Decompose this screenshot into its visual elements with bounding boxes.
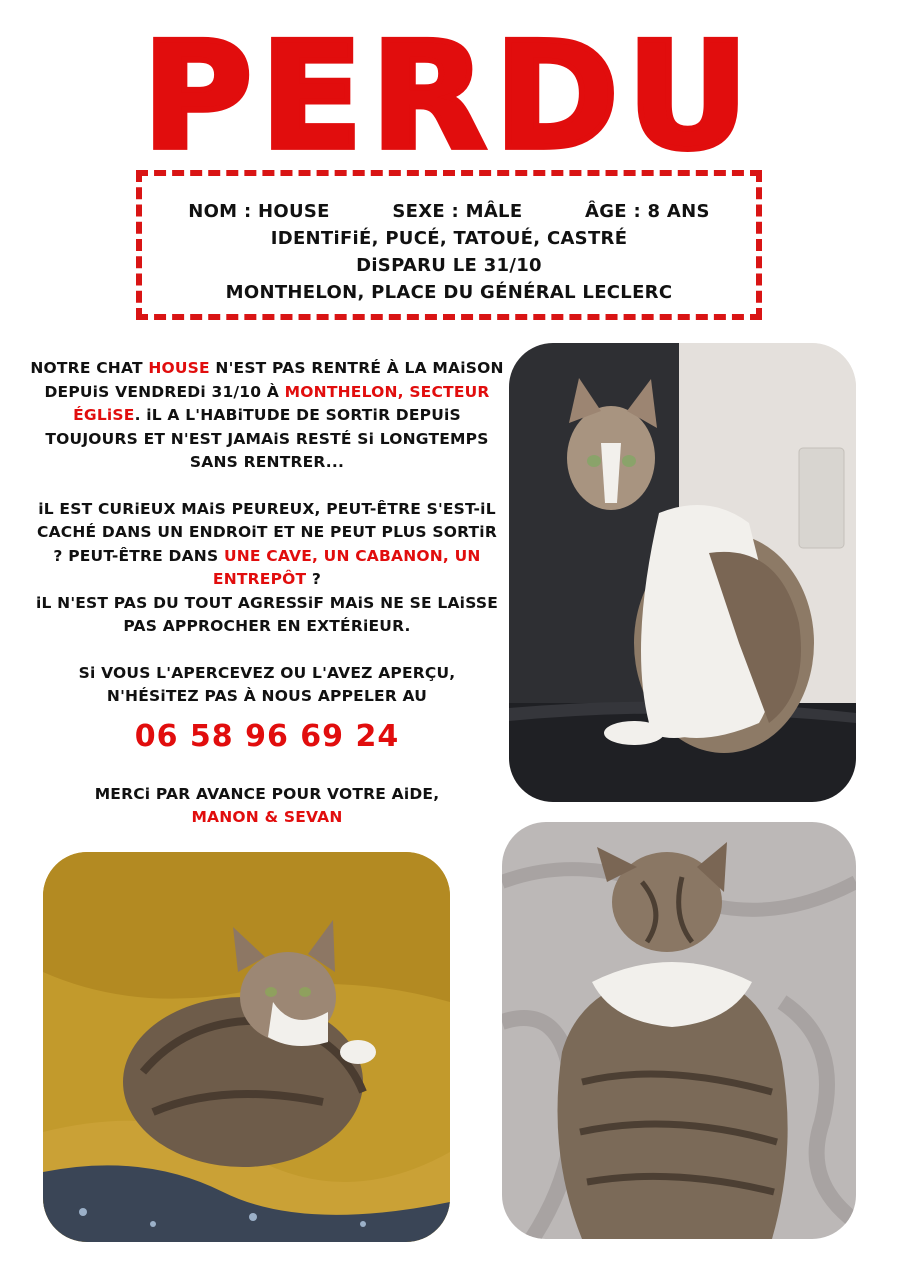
cat-age: ÂGE : 8 ANS — [585, 201, 710, 222]
disappearance-date: DiSPARU LE 31/10 — [356, 255, 542, 276]
cat-photo-sitting — [509, 343, 856, 802]
location-highlight: MONTHELON, SECTEUR ÉGLiSE — [73, 382, 490, 424]
cat-photo-curled — [43, 852, 450, 1242]
story-text — [30, 357, 504, 830]
cat-name: NOM : HOUSE — [188, 201, 330, 222]
story-paragraph-3: Si VOUS L'APERCEVEZ OU L'AVEZ APERÇU, N'HÉSiTEZ PAS À NOUS APPELER AU — [78, 663, 456, 705]
thanks-text: MERCi PAR AVANCE POUR VOTRE AiDE, — [94, 784, 440, 803]
phone-number[interactable]: 06 58 96 69 24 — [134, 718, 400, 754]
info-box — [136, 170, 762, 320]
story-paragraph-1: NOTRE CHAT HOUSE N'EST PAS RENTRÉ À LA MAiSON DEPUiS VENDREDi 31/10 À MONTHELON, SECTEUR ÉGLiSE. iL A L'HABiTUDE DE SORTiR DEPUiS TOUJOURS ET N'EST JAMAiS RESTÉ Si LONGTEMPS SANS RENTRER... — [30, 359, 504, 471]
disappearance-place: MONTHELON, PLACE DU GÉNÉRAL LECLERC — [225, 282, 673, 303]
cat-sex: SEXE : MÂLE — [392, 201, 523, 222]
poster-title: PERDU — [142, 11, 757, 183]
cat-identification: IDENTiFiÉ, PUCÉ, TATOUÉ, CASTRÉ — [270, 228, 628, 249]
cat-name-highlight: HOUSE — [148, 359, 210, 377]
hiding-places-highlight: UNE CAVE, UN CABANON, UN ENTREPÔT — [212, 546, 481, 588]
signature: MANON & SEVAN — [191, 808, 343, 826]
cat-photo-back — [502, 822, 856, 1239]
story-paragraph-2: iL EST CURiEUX MAiS PEUREUX, PEUT-ÊTRE S'EST-iL CACHÉ DANS UN ENDROiT ET NE PEUT PLUS SORTiR ? PEUT-ÊTRE DANS UNE CAVE, UN CABANON, UN ENTREPÔT ? iL N'EST PAS DU TOUT AGRESSiF MAiS NE SE LAiSSE PAS APPROCHER EN EXTÉRiEUR. — [35, 499, 499, 635]
info-row-basic — [142, 198, 756, 225]
